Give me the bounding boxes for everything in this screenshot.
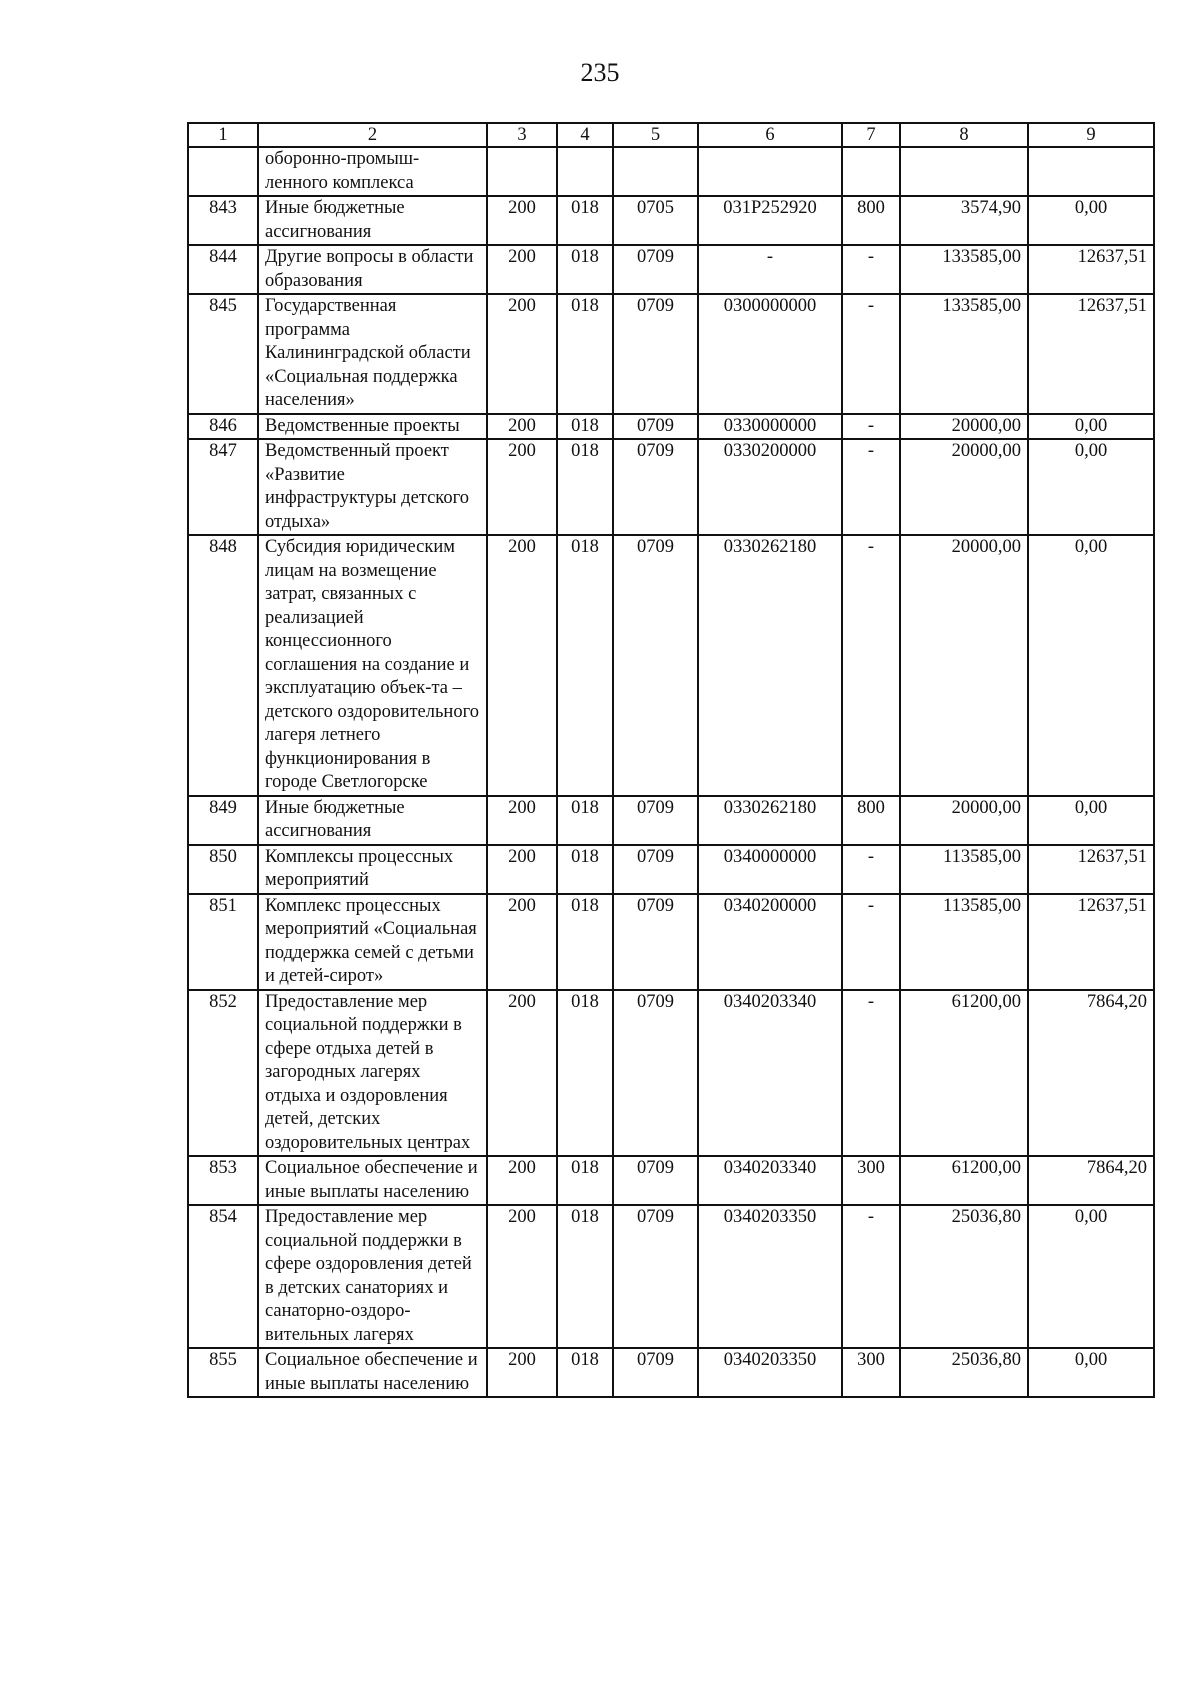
secondary-amount-cell: 7864,20 — [1028, 990, 1154, 1157]
header-row — [188, 123, 1154, 147]
secondary-amount-cell: 0,00 — [1028, 196, 1154, 245]
expense-type-cell: - — [842, 990, 900, 1157]
name-cell: Социальное обеспечение и иные выплаты населению — [258, 1156, 487, 1205]
name-cell: Государственная программа Калининградской области «Социальная поддержка населения» — [258, 294, 487, 414]
amount-cell — [900, 147, 1028, 196]
expense-type-cell: - — [842, 294, 900, 414]
department-cell: 018 — [557, 1348, 613, 1397]
target-article-cell: 0340203340 — [698, 1156, 842, 1205]
header-cell-9: 9 — [1028, 123, 1154, 147]
row-number-cell: 853 — [188, 1156, 258, 1205]
code-cell: 200 — [487, 196, 557, 245]
code-cell: 200 — [487, 990, 557, 1157]
target-article-cell: - — [698, 245, 842, 294]
department-cell: 018 — [557, 245, 613, 294]
target-article-cell: 0330262180 — [698, 535, 842, 796]
target-article-cell: 031P252920 — [698, 196, 842, 245]
target-article-cell: 0340000000 — [698, 845, 842, 894]
header-cell-2: 2 — [258, 123, 487, 147]
section-cell: 0709 — [613, 439, 698, 535]
expense-type-cell: - — [842, 535, 900, 796]
secondary-amount-cell: 7864,20 — [1028, 1156, 1154, 1205]
section-cell: 0709 — [613, 294, 698, 414]
amount-cell: 61200,00 — [900, 1156, 1028, 1205]
table-row — [188, 1205, 1154, 1348]
target-article-cell — [698, 147, 842, 196]
secondary-amount-cell: 0,00 — [1028, 796, 1154, 845]
expense-type-cell: - — [842, 414, 900, 440]
budget-table — [187, 122, 1155, 1398]
department-cell — [557, 147, 613, 196]
table-row — [188, 845, 1154, 894]
secondary-amount-cell: 0,00 — [1028, 414, 1154, 440]
amount-cell: 3574,90 — [900, 196, 1028, 245]
name-cell: Иные бюджетные ассигнования — [258, 196, 487, 245]
name-cell: Субсидия юридическим лицам на возмещение затрат, связанных с реализацией концессионного соглашения на создание и эксплуатацию объек-та – детского оздоровительного лагеря летнего функционирования в городе Светлогорске — [258, 535, 487, 796]
code-cell: 200 — [487, 796, 557, 845]
code-cell — [487, 147, 557, 196]
target-article-cell: 0340200000 — [698, 894, 842, 990]
header-cell-5: 5 — [613, 123, 698, 147]
section-cell: 0709 — [613, 1156, 698, 1205]
row-number-cell: 851 — [188, 894, 258, 990]
name-cell: Ведомственные проекты — [258, 414, 487, 440]
amount-cell: 20000,00 — [900, 414, 1028, 440]
section-cell: 0709 — [613, 990, 698, 1157]
table-row — [188, 1348, 1154, 1397]
code-cell: 200 — [487, 1205, 557, 1348]
name-cell: Комплекс процессных мероприятий «Социальная поддержка семей с детьми и детей-сирот» — [258, 894, 487, 990]
target-article-cell: 0330200000 — [698, 439, 842, 535]
expense-type-cell: - — [842, 439, 900, 535]
target-article-cell: 0330262180 — [698, 796, 842, 845]
section-cell: 0705 — [613, 196, 698, 245]
name-cell: Социальное обеспечение и иные выплаты населению — [258, 1348, 487, 1397]
name-cell: Ведомственный проект «Развитие инфраструктуры детского отдыха» — [258, 439, 487, 535]
department-cell: 018 — [557, 796, 613, 845]
secondary-amount-cell: 0,00 — [1028, 1348, 1154, 1397]
name-cell: Другие вопросы в области образования — [258, 245, 487, 294]
expense-type-cell: 300 — [842, 1156, 900, 1205]
secondary-amount-cell: 12637,51 — [1028, 245, 1154, 294]
secondary-amount-cell: 0,00 — [1028, 1205, 1154, 1348]
expense-type-cell: - — [842, 1205, 900, 1348]
budget-table-body — [188, 147, 1154, 1397]
code-cell: 200 — [487, 294, 557, 414]
department-cell: 018 — [557, 990, 613, 1157]
expense-type-cell — [842, 147, 900, 196]
secondary-amount-cell — [1028, 147, 1154, 196]
code-cell: 200 — [487, 1156, 557, 1205]
header-cell-3: 3 — [487, 123, 557, 147]
department-cell: 018 — [557, 894, 613, 990]
table-row — [188, 294, 1154, 414]
expense-type-cell: - — [842, 845, 900, 894]
table-row — [188, 796, 1154, 845]
page-number: 235 — [580, 58, 620, 87]
code-cell: 200 — [487, 414, 557, 440]
secondary-amount-cell: 12637,51 — [1028, 845, 1154, 894]
amount-cell: 20000,00 — [900, 439, 1028, 535]
table-row — [188, 414, 1154, 440]
section-cell: 0709 — [613, 845, 698, 894]
amount-cell: 113585,00 — [900, 894, 1028, 990]
row-number-cell — [188, 147, 258, 196]
name-cell: Иные бюджетные ассигнования — [258, 796, 487, 845]
header-cell-8: 8 — [900, 123, 1028, 147]
code-cell: 200 — [487, 1348, 557, 1397]
target-article-cell: 0300000000 — [698, 294, 842, 414]
department-cell: 018 — [557, 1156, 613, 1205]
department-cell: 018 — [557, 196, 613, 245]
table-row — [188, 1156, 1154, 1205]
row-number-cell: 850 — [188, 845, 258, 894]
table-row — [188, 196, 1154, 245]
section-cell: 0709 — [613, 1205, 698, 1348]
expense-type-cell: 300 — [842, 1348, 900, 1397]
secondary-amount-cell: 0,00 — [1028, 535, 1154, 796]
code-cell: 200 — [487, 894, 557, 990]
header-cell-6: 6 — [698, 123, 842, 147]
header-cell-7: 7 — [842, 123, 900, 147]
amount-cell: 25036,80 — [900, 1348, 1028, 1397]
table-row — [188, 439, 1154, 535]
amount-cell: 61200,00 — [900, 990, 1028, 1157]
section-cell: 0709 — [613, 796, 698, 845]
code-cell: 200 — [487, 845, 557, 894]
row-number-cell: 852 — [188, 990, 258, 1157]
amount-cell: 113585,00 — [900, 845, 1028, 894]
row-number-cell: 845 — [188, 294, 258, 414]
header-cell-4: 4 — [557, 123, 613, 147]
table-row — [188, 535, 1154, 796]
secondary-amount-cell: 0,00 — [1028, 439, 1154, 535]
row-number-cell: 847 — [188, 439, 258, 535]
department-cell: 018 — [557, 439, 613, 535]
row-number-cell: 848 — [188, 535, 258, 796]
department-cell: 018 — [557, 294, 613, 414]
target-article-cell: 0340203350 — [698, 1205, 842, 1348]
expense-type-cell: - — [842, 894, 900, 990]
row-number-cell: 844 — [188, 245, 258, 294]
target-article-cell: 0340203340 — [698, 990, 842, 1157]
secondary-amount-cell: 12637,51 — [1028, 294, 1154, 414]
section-cell: 0709 — [613, 414, 698, 440]
name-cell: Предоставление мер социальной поддержки в сфере оздоровления детей в детских санаториях и санаторно-оздоро-вительных лагерях — [258, 1205, 487, 1348]
expense-type-cell: 800 — [842, 796, 900, 845]
section-cell: 0709 — [613, 1348, 698, 1397]
header-cell-1: 1 — [188, 123, 258, 147]
department-cell: 018 — [557, 1205, 613, 1348]
section-cell: 0709 — [613, 245, 698, 294]
name-cell: Комплексы процессных мероприятий — [258, 845, 487, 894]
row-number-cell: 846 — [188, 414, 258, 440]
table-row — [188, 990, 1154, 1157]
target-article-cell: 0340203350 — [698, 1348, 842, 1397]
row-number-cell: 854 — [188, 1205, 258, 1348]
table-row — [188, 147, 1154, 196]
department-cell: 018 — [557, 845, 613, 894]
section-cell — [613, 147, 698, 196]
amount-cell: 133585,00 — [900, 245, 1028, 294]
amount-cell: 20000,00 — [900, 796, 1028, 845]
secondary-amount-cell: 12637,51 — [1028, 894, 1154, 990]
name-cell: Предоставление мер социальной поддержки в сфере отдыха детей в загородных лагерях отдыха и оздоровления детей, детских оздоровительных центрах — [258, 990, 487, 1157]
name-cell: оборонно-промыш-ленного комплекса — [258, 147, 487, 196]
amount-cell: 133585,00 — [900, 294, 1028, 414]
code-cell: 200 — [487, 439, 557, 535]
target-article-cell: 0330000000 — [698, 414, 842, 440]
department-cell: 018 — [557, 535, 613, 796]
amount-cell: 25036,80 — [900, 1205, 1028, 1348]
row-number-cell: 843 — [188, 196, 258, 245]
expense-type-cell: - — [842, 245, 900, 294]
code-cell: 200 — [487, 245, 557, 294]
table-row — [188, 894, 1154, 990]
section-cell: 0709 — [613, 894, 698, 990]
department-cell: 018 — [557, 414, 613, 440]
row-number-cell: 849 — [188, 796, 258, 845]
row-number-cell: 855 — [188, 1348, 258, 1397]
section-cell: 0709 — [613, 535, 698, 796]
amount-cell: 20000,00 — [900, 535, 1028, 796]
expense-type-cell: 800 — [842, 196, 900, 245]
table-row — [188, 245, 1154, 294]
code-cell: 200 — [487, 535, 557, 796]
